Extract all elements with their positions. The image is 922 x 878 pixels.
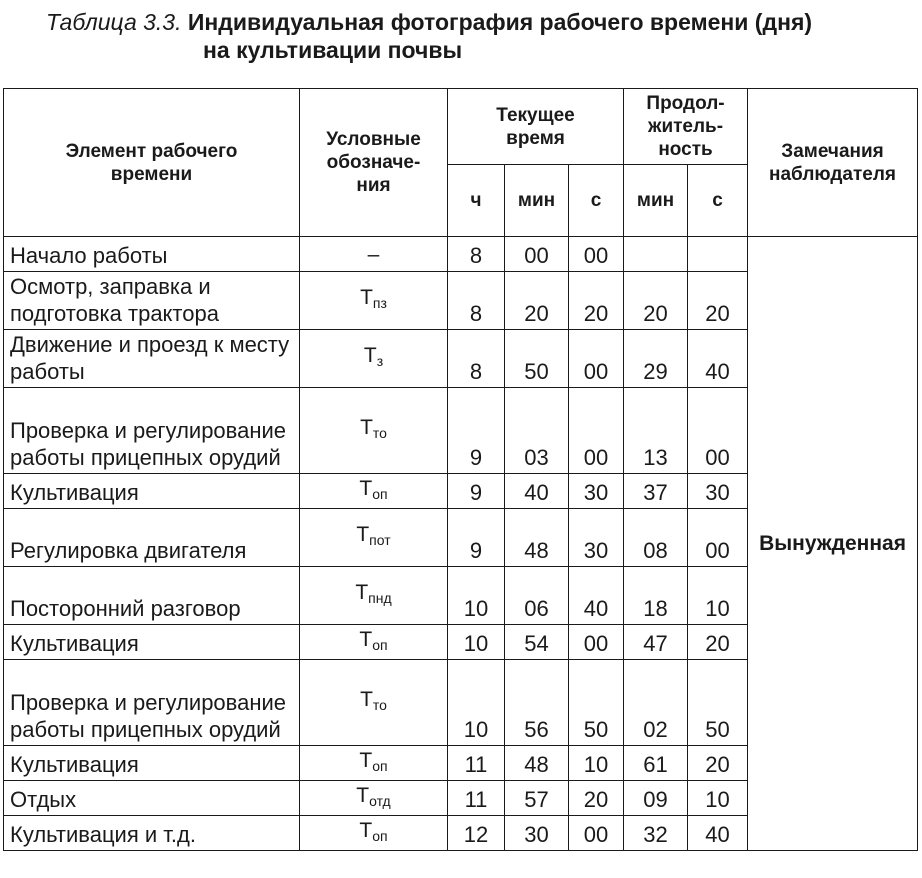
cell-dmin: 47: [624, 625, 688, 660]
cell-ds: 30: [688, 474, 748, 509]
cell-h: 9: [448, 509, 505, 567]
cell-ds: 40: [688, 816, 748, 851]
cell-code: [300, 237, 448, 272]
cell-ds: 40: [688, 330, 748, 388]
cell-min: 56: [505, 660, 569, 746]
code-symbol: Т: [355, 581, 369, 604]
header-seconds: с: [569, 165, 624, 237]
code-subscript: то: [372, 425, 387, 441]
cell-min: 48: [505, 509, 569, 567]
table-caption: [0, 8, 922, 64]
code-symbol: Т: [356, 783, 370, 807]
cell-element: Регулировка двигателя: [4, 509, 300, 567]
work-time-table: [3, 88, 918, 851]
cell-min: 03: [505, 388, 569, 474]
cell-min: 50: [505, 330, 569, 388]
caption-line-1: [0, 8, 922, 36]
cell-h: 9: [448, 388, 505, 474]
cell-dmin: 20: [624, 272, 688, 330]
cell-ds: 20: [688, 746, 748, 781]
cell-s: 20: [569, 781, 624, 816]
code-symbol: Т: [363, 344, 377, 367]
cell-h: 11: [448, 781, 505, 816]
code-subscript: оп: [372, 636, 388, 653]
cell-dmin: 61: [624, 746, 688, 781]
cell-element: Начало работы: [4, 237, 300, 272]
cell-element: Проверка и регулирование работы прицепных орудий: [4, 660, 300, 746]
cell-element: Отдых: [4, 781, 300, 816]
cell-ds: 20: [688, 272, 748, 330]
cell-h: 12: [448, 816, 505, 851]
cell-code: [300, 816, 448, 851]
cell-s: 10: [569, 746, 624, 781]
cell-code: [300, 781, 448, 816]
header-duration: Продол-житель-ность: [624, 89, 748, 165]
code-subscript: отд: [369, 792, 391, 809]
cell-element: Проверка и регулирование работы прицепных орудий: [4, 388, 300, 474]
cell-element: Осмотр, заправка и подготовка трактора: [4, 272, 300, 330]
cell-code: [300, 567, 448, 625]
cell-dmin: 29: [624, 330, 688, 388]
cell-dmin: 18: [624, 567, 688, 625]
code-subscript: оп: [372, 757, 388, 774]
cell-s: 00: [569, 625, 624, 660]
cell-min: 20: [505, 272, 569, 330]
code-symbol: Т: [360, 416, 373, 439]
cell-h: 8: [448, 330, 505, 388]
cell-code: [300, 388, 448, 474]
cell-ds: [688, 237, 748, 272]
cell-element: Культивация: [4, 746, 300, 781]
cell-s: 30: [569, 509, 624, 567]
header-current-time: Текущее время: [448, 89, 624, 165]
code-subscript: пот: [369, 532, 391, 548]
cell-s: 40: [569, 567, 624, 625]
cell-code: [300, 660, 448, 746]
cell-dmin: 08: [624, 509, 688, 567]
code-symbol: –: [367, 242, 380, 266]
header-duration-minutes: мин: [624, 165, 688, 237]
cell-h: 10: [448, 567, 505, 625]
code-symbol: Т: [360, 286, 373, 309]
cell-min: 40: [505, 474, 569, 509]
cell-element: Культивация и т.д.: [4, 816, 300, 851]
cell-dmin: [624, 237, 688, 272]
header-remarks: Замечания наблюдателя: [748, 89, 918, 237]
header-duration-seconds: с: [688, 165, 748, 237]
cell-ds: 00: [688, 509, 748, 567]
cell-h: 11: [448, 746, 505, 781]
header-minutes: мин: [505, 165, 569, 237]
cell-s: 00: [569, 237, 624, 272]
cell-s: 50: [569, 660, 624, 746]
cell-code: [300, 509, 448, 567]
code-symbol: Т: [360, 688, 373, 711]
cell-element: Посторонний разговор: [4, 567, 300, 625]
cell-ds: 20: [688, 625, 748, 660]
cell-code: [300, 474, 448, 509]
table-body: [4, 237, 918, 851]
cell-h: 10: [448, 660, 505, 746]
cell-element: Культивация: [4, 474, 300, 509]
cell-min: 06: [505, 567, 569, 625]
cell-ds: 10: [688, 781, 748, 816]
cell-code: [300, 330, 448, 388]
cell-s: 20: [569, 272, 624, 330]
cell-ds: 10: [688, 567, 748, 625]
cell-dmin: 13: [624, 388, 688, 474]
cell-element: Культивация: [4, 625, 300, 660]
cell-ds: 50: [688, 660, 748, 746]
cell-code: [300, 746, 448, 781]
cell-min: 30: [505, 816, 569, 851]
cell-min: 57: [505, 781, 569, 816]
code-symbol: Т: [359, 476, 373, 500]
code-symbol: Т: [356, 523, 370, 546]
cell-h: 9: [448, 474, 505, 509]
code-subscript: пз: [372, 295, 387, 311]
code-subscript: пнд: [368, 590, 392, 606]
cell-min: 54: [505, 625, 569, 660]
code-subscript: то: [372, 697, 387, 713]
header-code: Условные обозначе-ния: [300, 89, 448, 237]
cell-min: 00: [505, 237, 569, 272]
header-element: Элемент рабочего времени: [4, 89, 300, 237]
cell-dmin: 32: [624, 816, 688, 851]
caption-line-2: на культивации почвы: [203, 37, 463, 63]
table-row: [4, 237, 918, 272]
cell-h: 8: [448, 237, 505, 272]
header-hours: ч: [448, 165, 505, 237]
code-subscript: оп: [372, 827, 388, 844]
code-subscript: оп: [372, 485, 388, 502]
cell-ds: 00: [688, 388, 748, 474]
cell-dmin: 02: [624, 660, 688, 746]
cell-s: 00: [569, 388, 624, 474]
cell-s: 00: [569, 816, 624, 851]
code-symbol: Т: [359, 748, 373, 772]
cell-h: 8: [448, 272, 505, 330]
code-symbol: Т: [359, 818, 373, 842]
table-number-label: Таблица 3.3.: [46, 9, 182, 35]
code-symbol: Т: [359, 627, 373, 651]
cell-dmin: 37: [624, 474, 688, 509]
cell-dmin: 09: [624, 781, 688, 816]
cell-element: Движение и проезд к месту работы: [4, 330, 300, 388]
cell-s: 00: [569, 330, 624, 388]
cell-h: 10: [448, 625, 505, 660]
cell-code: [300, 272, 448, 330]
cell-min: 48: [505, 746, 569, 781]
caption-title-part-1: Индивидуальная фотография рабочего времени (дня): [187, 9, 813, 35]
code-subscript: з: [376, 353, 384, 369]
cell-remark: Вынужденная: [748, 237, 918, 851]
cell-code: [300, 625, 448, 660]
cell-s: 30: [569, 474, 624, 509]
